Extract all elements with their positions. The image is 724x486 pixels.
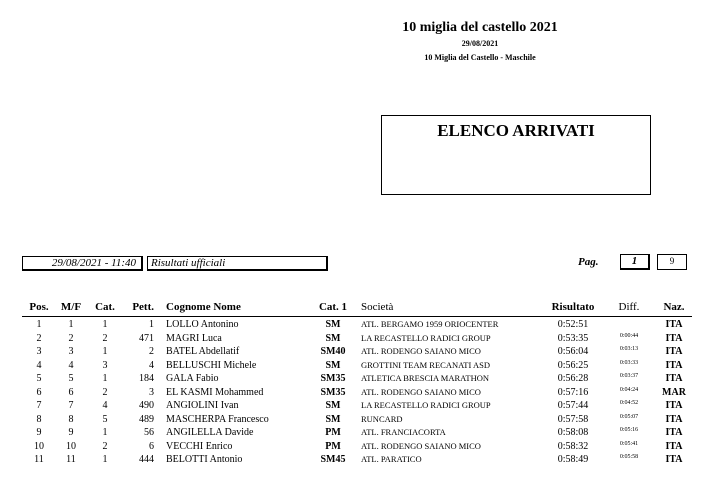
cell-cat: 2: [102, 332, 108, 344]
cell-name: ANGILELLA Davide: [166, 427, 254, 438]
cell-ris: 0:58:49: [557, 454, 589, 465]
cell-cat1: SM35: [320, 373, 346, 384]
cell-name: MASCHERPA Francesco: [166, 413, 269, 425]
cell-mf: 5: [68, 373, 74, 384]
table-row: [0, 360, 724, 374]
cell-cat1: PM: [325, 427, 341, 438]
cell-cat1: SM: [325, 359, 341, 371]
cell-cat: 1: [102, 427, 108, 438]
cell-cat: 4: [102, 400, 108, 411]
cell-name: GALA Fabio: [166, 373, 219, 384]
table-row: [0, 454, 724, 468]
table-header: [0, 298, 724, 319]
cell-mf: 7: [68, 400, 74, 411]
cell-soc: ATL. RODENGO SAIANO MICO: [361, 346, 481, 356]
cell-pos: 5: [36, 373, 42, 384]
cell-soc: ATL. RODENGO SAIANO MICO: [361, 440, 481, 451]
cell-name: BATEL Abdellatif: [166, 346, 240, 357]
cell-cat1: SM40: [320, 346, 346, 357]
cell-naz: ITA: [665, 319, 683, 330]
cell-mf: 9: [68, 427, 74, 438]
cell-cat: 2: [102, 386, 108, 398]
cell-mf: 3: [68, 346, 74, 357]
document-title: ELENCO ARRIVATI: [437, 121, 595, 140]
cell-cat1: SM45: [320, 454, 346, 465]
cell-pett: 490: [139, 400, 154, 411]
cell-pett: 4: [149, 359, 154, 371]
cell-cat: 1: [102, 373, 108, 384]
cell-pett: 471: [139, 332, 154, 344]
cell-cat: 1: [102, 454, 108, 465]
cell-pett: 56: [144, 427, 154, 438]
cell-mf: 6: [68, 386, 74, 398]
cell-cat1: PM: [325, 440, 341, 452]
cell-naz: ITA: [665, 346, 683, 357]
header-divider: [22, 316, 692, 317]
cell-ris: 0:52:51: [557, 319, 589, 330]
cell-name: ANGIOLINI Ivan: [166, 400, 239, 411]
cell-pos: 2: [36, 332, 42, 344]
cell-cat: 1: [102, 346, 108, 357]
cell-pos: 4: [36, 359, 42, 371]
cell-pos: 11: [34, 454, 44, 465]
cell-ris: 0:56:28: [557, 373, 589, 384]
cell-mf: 4: [68, 359, 74, 371]
cell-cat: 5: [102, 413, 108, 425]
cell-mf: 2: [68, 332, 74, 344]
cell-pos: 6: [36, 386, 42, 398]
cell-naz: ITA: [665, 332, 683, 344]
page-total: 9: [657, 254, 687, 270]
cell-diff: 0:05:58: [619, 454, 639, 460]
cell-cat: 2: [102, 440, 108, 452]
cell-soc: ATL. PARATICO: [361, 454, 422, 464]
cell-soc: ATL. RODENGO SAIANO MICO: [361, 386, 481, 397]
status-box: Risultati ufficiali: [147, 256, 328, 271]
cell-pos: 3: [36, 346, 42, 357]
table-row: [0, 373, 724, 387]
cell-name: VECCHI Enrico: [166, 440, 233, 452]
table-row: [0, 414, 724, 428]
cell-name: EL KASMI Mohammed: [166, 386, 264, 398]
event-title: 10 miglia del castello 2021: [402, 20, 558, 35]
cell-diff: 0:00:44: [619, 332, 639, 339]
cell-pett: 489: [139, 413, 154, 425]
cell-ris: 0:56:25: [557, 359, 589, 371]
cell-pett: 2: [149, 346, 154, 357]
cell-soc: ATLETICA BRESCIA MARATHON: [361, 373, 489, 383]
cell-soc: RUNCARD: [361, 413, 403, 424]
col-header-ris: Risultato: [551, 301, 595, 313]
cell-ris: 0:57:16: [557, 386, 589, 398]
cell-pett: 444: [139, 454, 154, 465]
cell-naz: ITA: [665, 359, 683, 371]
table-row: [0, 387, 724, 401]
results-table: [0, 298, 724, 468]
col-header-pett: Pett.: [132, 301, 154, 313]
table-row: [0, 441, 724, 455]
page-label: Pag.: [578, 256, 599, 268]
cell-ris: 0:57:44: [557, 400, 589, 411]
col-header-cat: Cat.: [95, 301, 115, 313]
cell-pos: 10: [34, 440, 44, 452]
cell-pett: 184: [139, 373, 154, 384]
cell-cat1: SM: [325, 319, 341, 330]
cell-soc: LA RECASTELLO RADICI GROUP: [361, 332, 491, 343]
cell-naz: ITA: [665, 413, 683, 425]
cell-diff: 0:04:52: [619, 400, 639, 406]
table-row: [0, 400, 724, 414]
race-name: 10 Miglia del Castello - Maschile: [424, 53, 536, 62]
col-header-mf: M/F: [60, 301, 82, 313]
cell-pos: 8: [36, 413, 42, 425]
table-row: [0, 427, 724, 441]
col-header-naz: Naz.: [663, 301, 685, 313]
cell-mf: 10: [66, 440, 76, 452]
cell-name: LOLLO Antonino: [166, 319, 239, 330]
table-row: [0, 346, 724, 360]
cell-diff: 0:03:33: [619, 359, 639, 366]
cell-diff: 0:05:07: [619, 413, 639, 420]
col-header-pos: Pos.: [29, 301, 49, 313]
cell-diff: 0:03:37: [619, 373, 639, 379]
cell-ris: 0:58:08: [557, 427, 589, 438]
table-row: [0, 319, 724, 333]
cell-ris: 0:57:58: [557, 413, 589, 425]
cell-cat: 3: [102, 359, 108, 371]
cell-pett: 3: [149, 386, 154, 398]
cell-naz: ITA: [665, 373, 683, 384]
cell-pos: 9: [36, 427, 42, 438]
cell-pos: 7: [36, 400, 42, 411]
cell-naz: ITA: [665, 400, 683, 411]
cell-soc: ATL. BERGAMO 1959 ORIOCENTER: [361, 319, 499, 329]
cell-ris: 0:58:32: [557, 440, 589, 452]
datetime-box: 29/08/2021 - 11:40: [22, 256, 143, 271]
cell-naz: ITA: [665, 440, 683, 452]
cell-name: BELLUSCHI Michele: [166, 359, 257, 371]
cell-name: MAGRI Luca: [166, 332, 222, 344]
table-row: [0, 333, 724, 347]
document-title-box: [381, 115, 651, 195]
cell-ris: 0:56:04: [557, 346, 589, 357]
cell-name: BELOTTI Antonio: [166, 454, 243, 465]
cell-mf: 1: [68, 319, 74, 330]
cell-naz: ITA: [665, 427, 683, 438]
col-header-soc: Società: [361, 301, 394, 313]
cell-pett: 1: [149, 319, 154, 330]
cell-cat1: SM: [325, 400, 341, 411]
cell-mf: 11: [66, 454, 76, 465]
cell-diff: 0:05:16: [619, 427, 639, 433]
cell-mf: 8: [68, 413, 74, 425]
cell-cat1: SM: [325, 413, 341, 425]
cell-pos: 1: [36, 319, 42, 330]
col-header-diff: Diff.: [618, 301, 640, 313]
cell-soc: ATL. FRANCIACORTA: [361, 427, 446, 437]
cell-diff: 0:05:41: [619, 440, 639, 447]
cell-soc: GROTTINI TEAM RECANATI ASD: [361, 359, 490, 370]
cell-diff: 0:04:24: [619, 386, 639, 393]
cell-soc: LA RECASTELLO RADICI GROUP: [361, 400, 491, 410]
col-header-name: Cognome Nome: [166, 301, 241, 313]
cell-diff: 0:03:13: [619, 346, 639, 352]
page-current: 1: [620, 254, 650, 270]
cell-pett: 6: [149, 440, 154, 452]
cell-cat1: SM: [325, 332, 341, 344]
col-header-cat1: Cat. 1: [318, 301, 348, 313]
cell-ris: 0:53:35: [557, 332, 589, 344]
event-date: 29/08/2021: [461, 39, 499, 48]
cell-naz: MAR: [662, 386, 686, 398]
cell-cat1: SM35: [320, 386, 346, 398]
cell-cat: 1: [102, 319, 108, 330]
cell-naz: ITA: [665, 454, 683, 465]
